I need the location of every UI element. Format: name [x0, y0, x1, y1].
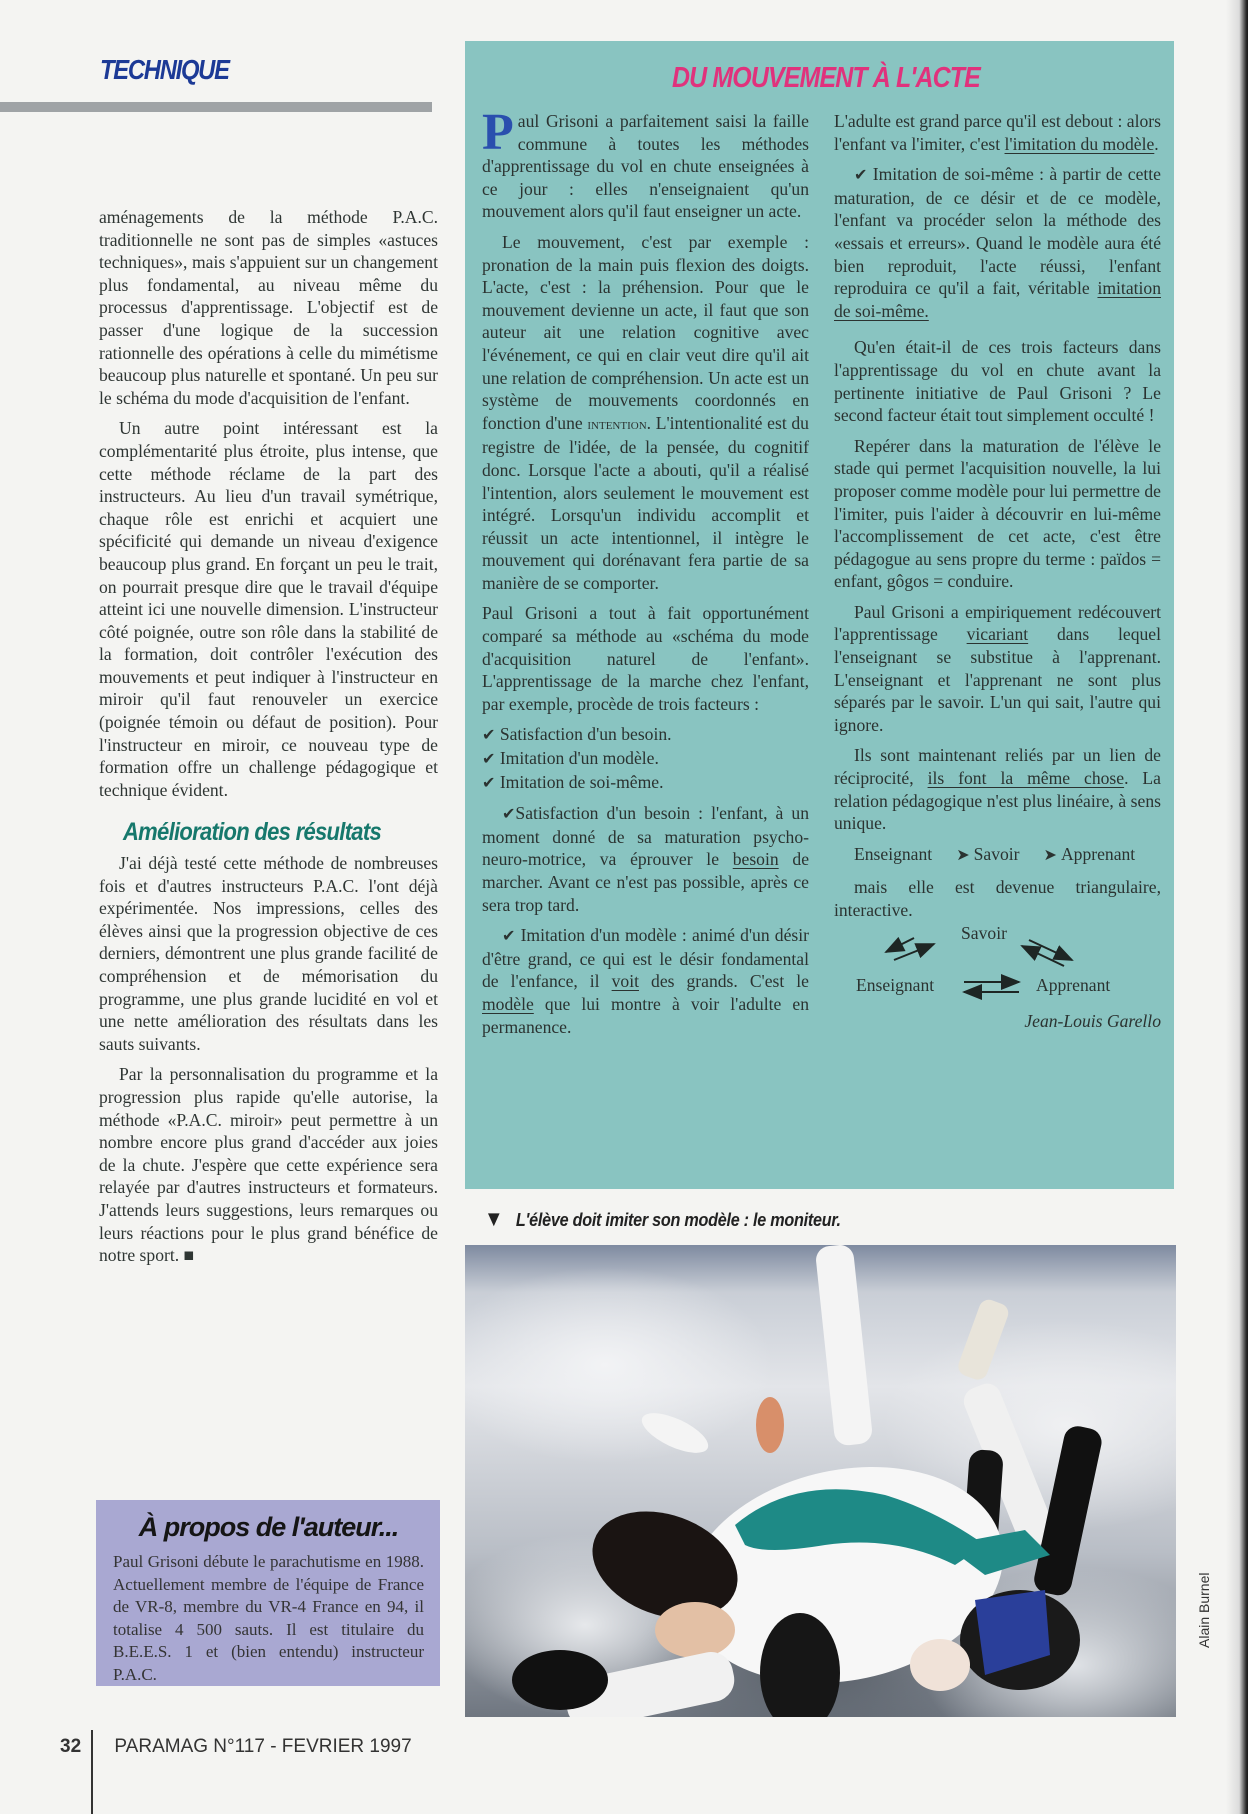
triangle-node-enseignant: Enseignant [856, 974, 935, 995]
magazine-issue: PARAMAG N°117 - FEVRIER 1997 [114, 1736, 412, 1757]
photo-caption [484, 1206, 841, 1232]
checkmark-icon: ✔ [502, 804, 516, 824]
sidebar-paragraph [482, 231, 809, 595]
sidebar-paragraph: Repérer dans la maturation de l'élève le stade qui permet l'acquisition nouvelle, la lui proposer comme modèle pour lui permettre de l'imiter, puis l'aider à découvrir en lui-même l'accomplissement de cet acte, c'est être pédagogue au sens propre du terme : païdos = enfant, gôgos = conduire. [834, 435, 1161, 592]
article-paragraph: aménagements de la méthode P.A.C. traditionnelle ne sont pas de simples «astuces techniques», mais s'appuient sur un changement plus fondamental, au niveau même du processus d'apprentissage. L'objectif est de passer d'une logique de la succession rationnelle des opérations à celle du mimétisme beaucoup plus naturelle et spontané. Un peu sur le schéma du mode d'acquisition de l'enfant. [99, 207, 438, 408]
factor-list-item [482, 771, 809, 795]
sidebar-text: Le mouvement, c'est par exemple : pronation de la main puis flexion des doigts. L'acte, c'est : la préhension. Pour que le mouvement devienne un acte, il faut que son auteur ait une relation cognitive avec l'événement, ce qui en clair veut dire qu'il ait une relation de compréhension. Un acte est un système de mouvements coordonnés en fonction d'une [482, 231, 809, 433]
checkmark-icon: ✔ [482, 772, 496, 792]
sidebar-text: Satisfaction d'un besoin : l'enfant, à un moment donné de sa maturation psycho-neuro-motrice, va éprouver le [482, 803, 809, 870]
skydivers-photo [465, 1245, 1176, 1717]
flow-node-apprenant: Apprenant [1060, 843, 1136, 864]
factor-label: Satisfaction d'un besoin. [499, 724, 672, 745]
flow-node-savoir: Savoir [973, 843, 1020, 864]
sidebar-text: dans lequel l'enseignant se substitue à l'apprenant. L'enseignant et l'apprenant ne sont plus séparés par le savoir. L'un qui sait, l'autre qui ignore. [834, 624, 1161, 735]
sidebar-text: . L'intentionalité est du registre de l'idée, de la pensée, du cognitif donc. Lorsque l'acte a abouti, qu'il a réalisé l'intention, alors seulement le mouvement est intégré. Lorsqu'un individu accomplit et réussit un acte intentionnel, il intègre le mouvement qui dorénavant fera partie de sa manière de se comporter. [482, 412, 809, 593]
sidebar-text: des grands. C'est le [651, 971, 809, 992]
glove-shape [512, 1650, 608, 1710]
photo-credit: Alain Burnel [1196, 1572, 1212, 1648]
author-box [96, 1500, 440, 1686]
sidebar-text: . La relation pédagogique n'est plus linéaire, à sens unique. [834, 768, 1161, 834]
triangle-node-apprenant: Apprenant [1036, 974, 1111, 995]
sidebar-text: Imitation de soi-même : à partir de cette maturation, de ce désir et de ce modèle, l'enfant va procéder selon la méthode des «essais et erreurs». Quand le modèle aura été bien reproduit, l'acte réussi, l'enfant reproduira ce qu'il a fait, véritable [834, 164, 1161, 299]
author-box-title: À propos de l'auteur... [138, 1512, 399, 1542]
triangular-relation-diagram [834, 922, 1161, 1040]
sidebar-text: de marcher. Avant ce n'est pas possible, après ce sera trop tard. [482, 849, 809, 915]
arrow-apprenant-to-savoir [1022, 946, 1064, 966]
factor-list-item [482, 723, 809, 747]
underlined-term: besoin [732, 849, 779, 870]
shoe-shape [956, 1297, 1012, 1382]
underlined-term: voit [611, 971, 639, 992]
shoe-shape [636, 1405, 713, 1461]
instructor-face [910, 1639, 970, 1691]
underlined-term: modèle [482, 993, 534, 1014]
sidebar-column-right [834, 110, 1161, 1040]
sidebar-text: . [1154, 133, 1159, 154]
end-mark-icon: ■ [183, 1245, 195, 1266]
skydivers-illustration [465, 1245, 1176, 1717]
author-box-text: Paul Grisoni débute le parachutisme en 1988. Actuellement membre de l'équipe de France de VR-8, membre du VR-4 France en 94, il totalise 4 500 sauts. Il est titulaire du B.E.E.S. 1 et (bien entendu) instructeur P.A.C. [113, 1552, 424, 1684]
arrow-enseignant-to-savoir [894, 944, 934, 960]
footer [60, 1736, 412, 1758]
sidebar-text: que lui montre à voir l'adulte en permanence. [482, 993, 809, 1037]
arrow-savoir-to-enseignant [886, 938, 914, 952]
sidebar-paragraph [834, 744, 1161, 834]
sidebar-paragraph [482, 924, 809, 1038]
face-shape [655, 1602, 735, 1658]
checkmark-icon: ✔ [482, 749, 496, 769]
checkmark-icon: ✔ [482, 725, 496, 745]
signature: Jean-Louis Garello [1024, 1010, 1161, 1031]
sidebar-paragraph [834, 601, 1161, 737]
arrow-right-icon: ➤ [956, 844, 970, 864]
arrow-savoir-to-apprenant [1029, 940, 1072, 960]
sidebar-title: DU MOUVEMENT À L'ACTE [672, 62, 980, 94]
sidebar-paragraph: mais elle est devenue triangulaire, interactive. [834, 877, 1161, 920]
sidebar-text: Paul Grisoni a empiriquement redécouvert l'apprentissage [834, 601, 1161, 645]
sidebar-paragraph [482, 104, 809, 223]
underlined-term: vicariant [966, 624, 1029, 645]
article-paragraph-last [99, 1063, 438, 1266]
sidebar-text: Ils sont maintenant reliés par un lien de réciprocité, [834, 745, 1161, 789]
page-binding-edge [1226, 0, 1248, 1814]
article-paragraph: Un autre point intéressant est la complémentarité plus étroite, plus intense, que cette méthode réclame de la part des instructeurs. Au lieu d'un travail symétrique, chaque rôle est enrichi et acquiert une spécificité qui demande un niveau d'exigence beaucoup plus grand. En forçant un peu le trait, on pourrait presque dire que le travail d'équipe atteint ici une nouvelle dimension. L'instructeur côté poignée, outre son rôle dans la stabilité de la formation, doit contrôler l'exécution des mouvements et peut indiquer à l'instructeur en miroir qu'il faut renouveler un exercice (poignée témoin ou défaut de position). Pour l'instructeur en miroir, ce nouveau type de formation offre un challenge pédagogique et technique évident. [99, 418, 438, 800]
checkmark-icon: ✔ [854, 165, 868, 185]
section-rule [0, 102, 432, 112]
sidebar-column-left [482, 104, 810, 1046]
sidebar-text: Imitation d'un modèle : animé d'un désir d'être grand, ce qui est le désir fondamental de l'enfance, il [482, 925, 810, 992]
leg-shape [815, 1245, 874, 1447]
factor-label: Imitation d'un modèle. [499, 748, 659, 769]
sidebar-paragraph: Qu'en était-il de ces trois facteurs dans l'apprentissage du vol en chute avant la pertinente initiative de Paul Grisoni ? Le second facteur était tout simplement occulté ! [834, 337, 1161, 426]
triangle-node-savoir: Savoir [961, 922, 1007, 943]
factor-label: Imitation de soi-même. [499, 771, 664, 792]
checkmark-icon: ✔ [502, 926, 516, 946]
main-article-column [99, 206, 438, 1275]
sidebar-text: aul Grisoni a parfaitement saisi la faille commune à toutes les méthodes d'apprentissage du vol en chute enseignées à ce jour : elles n'enseignaient qu'un mouvement alors qu'il faut enseigner un acte. [482, 111, 809, 222]
subheading-results: Amélioration des résultats [123, 818, 382, 847]
section-tag: TECHNIQUE [100, 54, 229, 85]
article-paragraph-text: Par la personnalisation du programme et la progression plus rapide qu'elle autorise, la méthode «P.A.C. miroir» peut permettre à un nombre encore plus grand d'accéder aux joies de la chute. J'espère que cette expérience sera relayée par d'autres instructeurs et formateurs. J'attends leurs suggestions, leurs remarques ou leurs réactions pour le plus grand bénéfice de notre sport. [99, 1064, 438, 1266]
linear-flow [834, 843, 1161, 867]
triangle-down-icon: ▼ [484, 1206, 504, 1231]
flow-node-enseignant: Enseignant [854, 843, 933, 864]
sidebar-text: L'adulte est grand parce qu'il est debout : alors l'enfant va l'imiter, c'est [834, 111, 1161, 154]
sidebar-paragraph [482, 802, 809, 916]
sidebar-paragraph [834, 163, 1161, 322]
underlined-term: ils font la même chose [927, 768, 1125, 789]
intention-smallcaps: intention [587, 415, 647, 433]
underlined-term: imitation de soi-même. [834, 278, 1161, 321]
sidebar-paragraph: Paul Grisoni a tout à fait opportunément comparé sa méthode au «schéma du mode d'acquisition naturel de l'enfant». L'apprentissage de la marche chez l'enfant, par exemple, procède de trois facteurs : [482, 603, 809, 714]
arrow-right-icon: ➤ [1043, 844, 1057, 864]
sidebar-paragraph [834, 110, 1161, 155]
shoe-shape [756, 1397, 784, 1453]
article-paragraph: J'ai déjà testé cette méthode de nombreuses fois et d'autres instructeurs P.A.C. l'ont déjà expérimentée. Nos impressions, celles des élèves ainsi que la progression objective de ces derniers, démontrent une plus grande facilité de compréhension et de mémorisation du programme, une plus grande lucidité en vol et une nette amélioration des résultats dans les sauts suivants. [99, 853, 438, 1054]
factor-list-item [482, 747, 809, 771]
page-number: 32 [60, 1736, 82, 1757]
photo-caption-text: L'élève doit imiter son modèle : le moniteur. [515, 1210, 841, 1230]
drop-cap: P [482, 104, 514, 161]
underlined-term: l'imitation du modèle [1004, 133, 1155, 154]
